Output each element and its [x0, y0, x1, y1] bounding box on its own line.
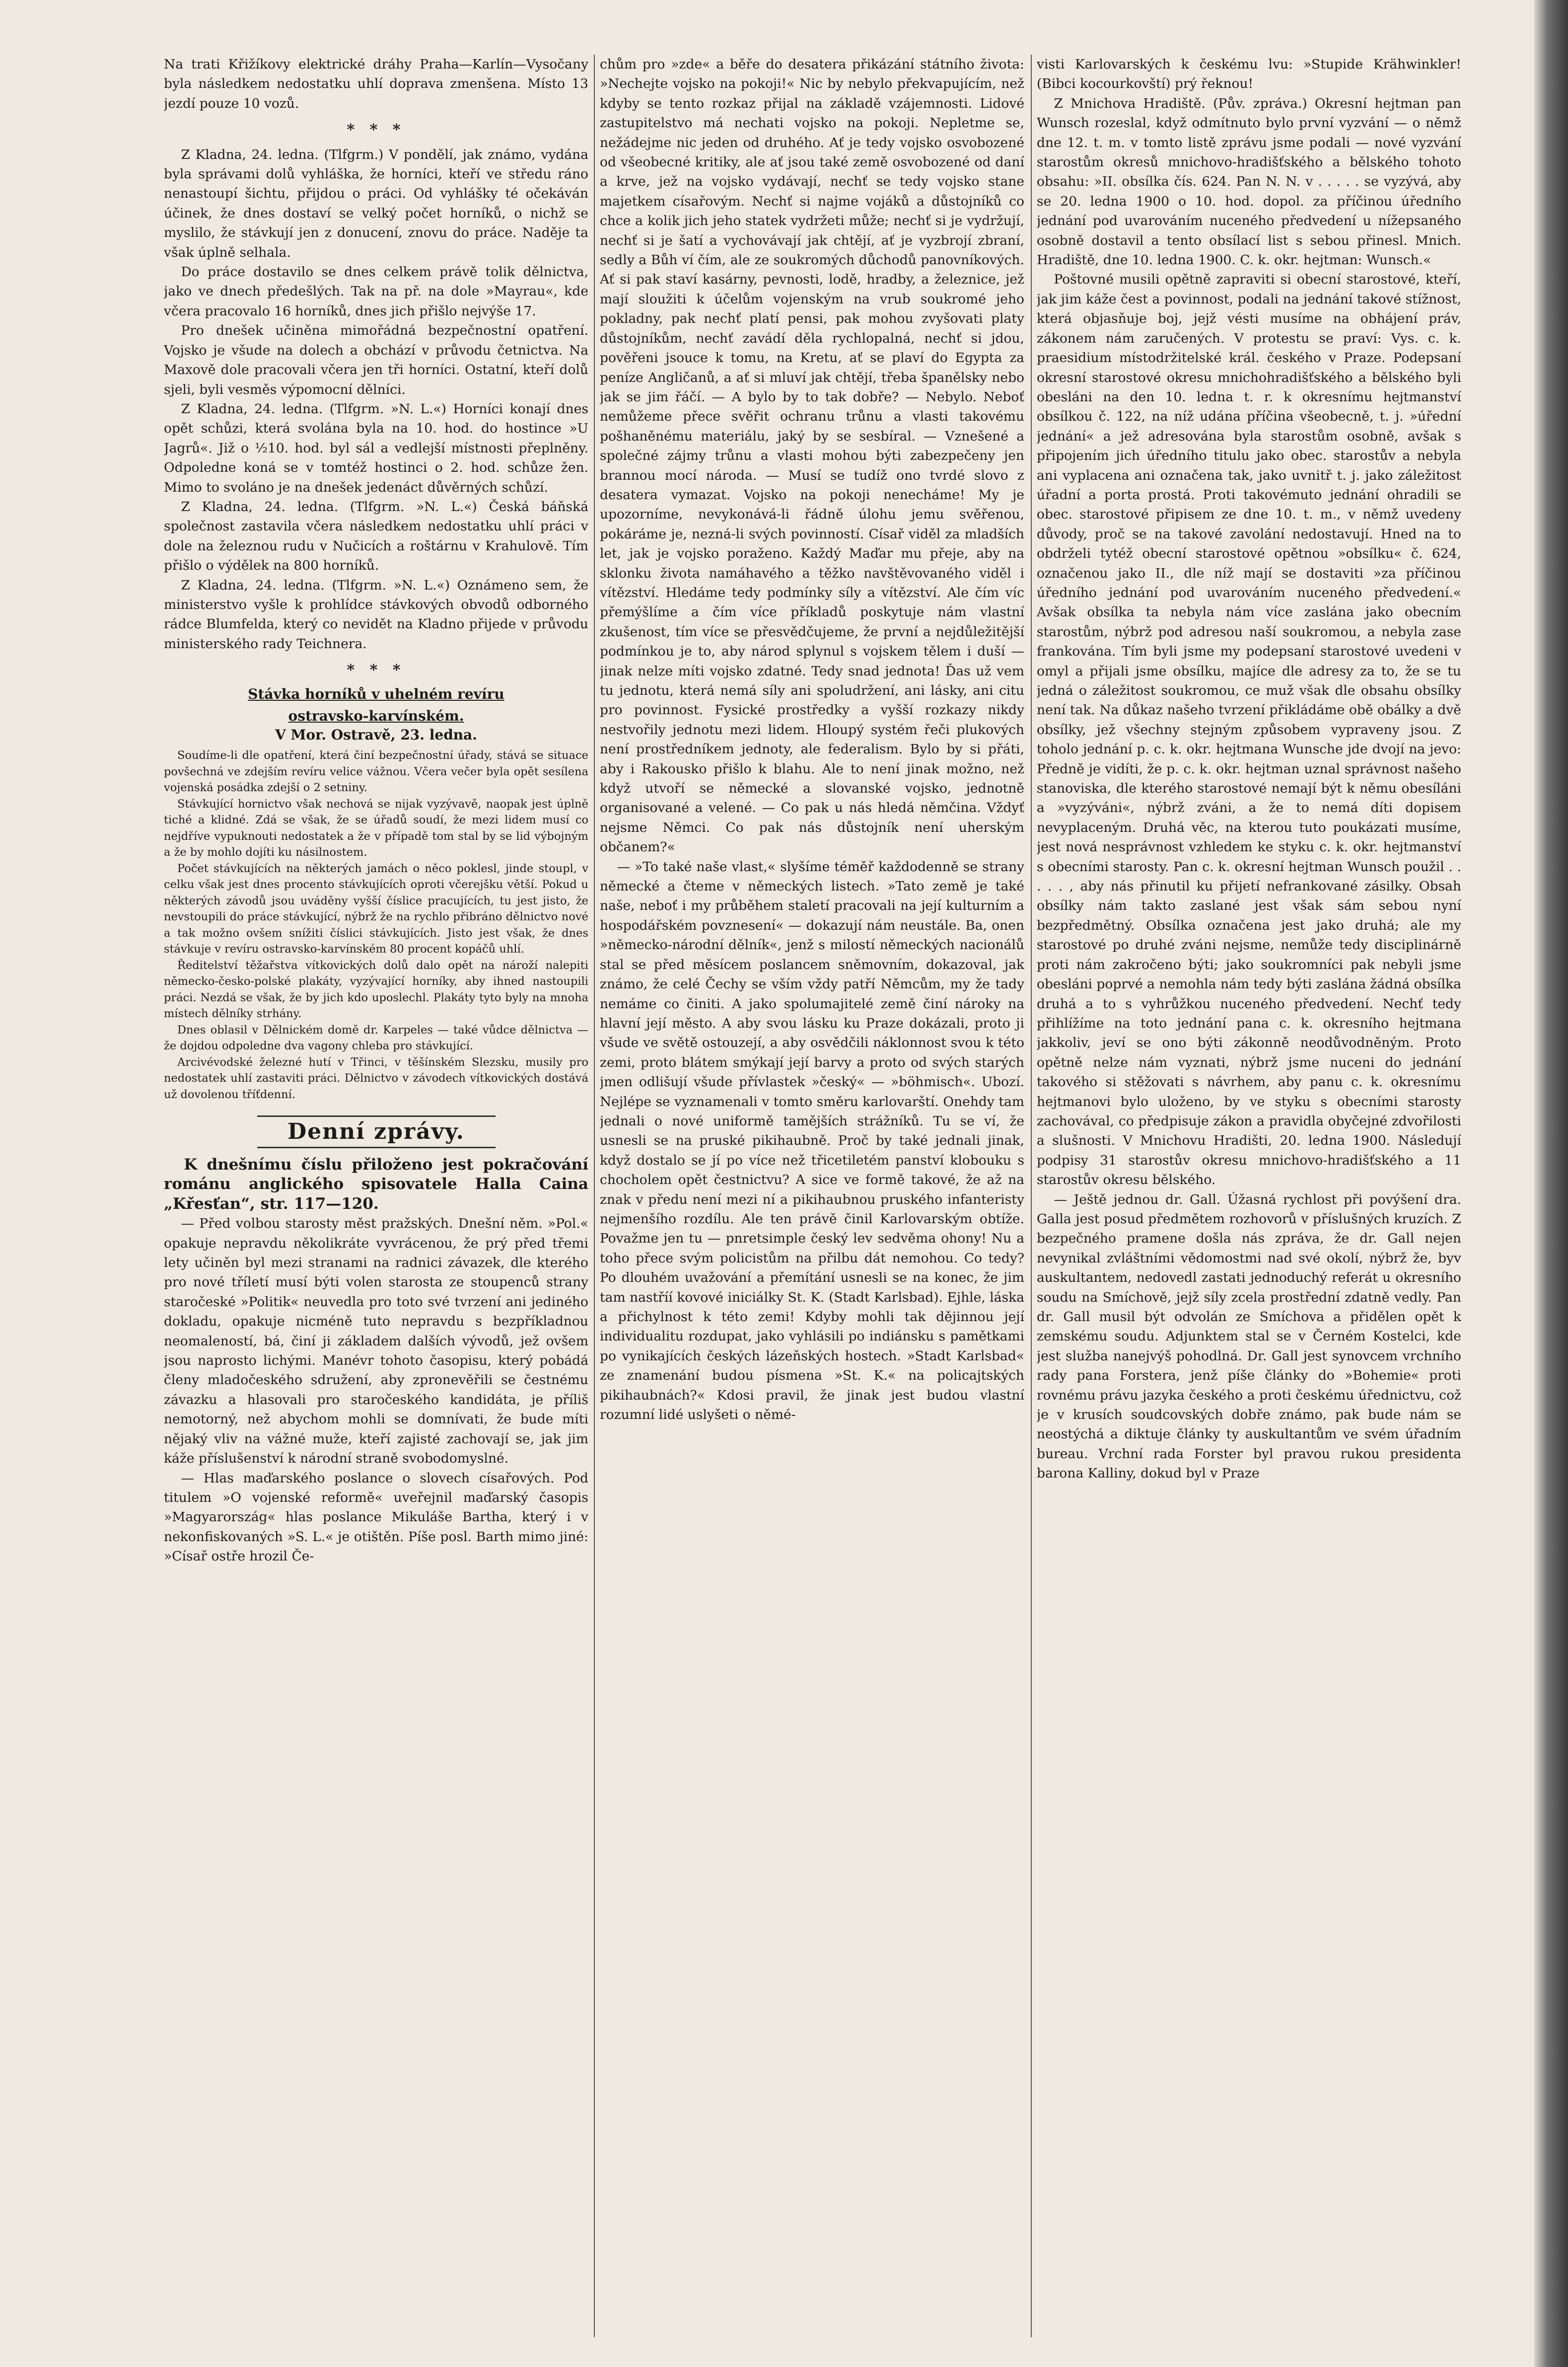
- article-paragraph: Ředitelství těžařstva vítkovických dolů dalo opět na nároží nalepiti německo-česko-polské plakáty, vyzývající horníky, aby ihned nastoupili práci. Nezdá se však, že by jich kdo uposlechl. Plakáty tyto byly na mnoha místech dělníky strhány.: [164, 959, 588, 1020]
- article-paragraph: Dnes oblasil v Dělnickém domě dr. Karpeles — také vůdce dělnictva — že dojdou odpoledne dva vagony chleba pro stávkující.: [164, 1023, 588, 1052]
- news-item-continued: visti Karlovarských k českému lvu: »Stupide Krähwinkler! (Bibci kocourkovští) prý řeknou!: [1037, 57, 1461, 92]
- article-paragraph: Arcivévodské železné hutí v Třinci, v těšínském Slezsku, musily pro nedostatek uhlí zastaviti práci. Dělnictvo v závodech vítkovických dostává už dovolenou tříťdenní.: [164, 1055, 588, 1101]
- kladno-report: Z Kladna, 24. ledna. (Tlfgrm. »N. L.«) Česká báňská společnost zastavila včera následkem nedostatku uhlí práci v dole na železnou rudu v Nučicích a roštárnu v Krahulově. Tím přišlo o výdělek na 800 horníků.: [164, 499, 588, 574]
- column-right: [1037, 55, 1461, 2337]
- column-left: [164, 55, 588, 2337]
- section-heading: Denní zprávy.: [257, 1115, 496, 1148]
- strike-article: [164, 747, 588, 1103]
- news-item: — »To také naše vlast,« slyšíme téměř každodenně se strany německé a čteme v německých listech. »Tato země je také naše, neboť i my průběhem staletí pracovali na její kulturním a hospodářském povznesení« — dokazují nám neustále. Ba, onen »německo-národní dělník«, jenž s milostí německých nacionálů stal se před měsícem poslancem sněmovním, dokazoval, jak známo, že celé Čechy se vším vždy patří Němcům, my že tady nemáme co činiti. A jako spolumajitelé země činí nároky na hlavní její město. A aby svou lásku ku Praze dokázali, proto ji všude ve světě ostouzejí, a aby osvědčili náklonnost svou k této zemi, proto blátem smýkají její barvy a proto od svých starých jmen odlišují všude přívlastek »český« — »böhmisch«. Ubozí. Nejlépe se vyznamenali v tomto směru karlovarští. Onehdy tam jednali o nové uniformě tamějších strážníků. Tu se ví, že usnesli se na pruské pikihaubně. Proč by také jednali jinak, když dostalo se jí po více než třicetiletém panství klobouku s chocholem opět čestnictvu? A sice ve formě takové, že až na znak v předu není mezi ní a pikihaubnou pruského infanteristy nejmenšího rozdílu. Ale ten právě činil Karlovarským obtíže. Považme jen tu — pnretsimple český lev sedvěma ohony! Nu a toho přece svým policistům na přilbu dát nemohou. Co tedy? Po dlouhém uvažování a přemítání usnesli se na konec, že jim tam nastříí kovové iniciálky St. K. (Stadt Karlsbad). Ejhle, láska a přichylnost k této zemi! Kdyby mohli tak dějinnou její individualitu rozdupat, jako vyhlásili po indiánsku s pamětkami po vynikajících českých lázeňských hostech. »Stadt Karlsbad« ze znamenání budou písmena »St. K.« na policajtských pikihaubnách?« Kdosi pravil, že jinak jest budou vlastní rozumní lidé uslyšeti o němé-: [600, 859, 1024, 1423]
- news-item: — Před volbou starosty měst pražských. Dnešní něm. »Pol.« opakuje nepravdu několikráte vyvrácenou, že prý před třemi lety učiněn byl mezi stranami na radnici závazek, dle kterého pro nové tříletí musí býti volen starosta ze stoupenců strany staročeské »Politik« neuvedla pro toto své tvrzení ani jediného dokladu, opakuje nicméně tuto nepravdu s bezpříkladnou neomaleností, bá, činí ji základem dalších vývodů, jež ovšem jsou naprosto lichými. Manévr tohoto časopisu, který pobádá členy mladočeského sdružení, aby zpronevěřili se čestnému závazku a hlasovali pro staročeského kandidáta, je příliš nemotorný, než abychom mohli se domnívati, že bude míti nějaký vliv na vážné muže, kteří zajisté zachovají se, jak jim káže příslušenství k národní straně svobodomyslné.: [164, 1216, 588, 1467]
- news-item: — Ještě jednou dr. Gall. Úžasná rychlost při povýšení dra. Galla jest posud předmětem rozhovorů v příslušných kruzích. Z bezpečného pramene došla nás zpráva, že dr. Gall nejen nevynikal zvláštními vědomostmi nad své okolí, nýbrž že, byv auskultantem, nedovedl zastati jednoduchý referát u okresního soudu na Smíchově, jejž síly zcela prostřední zdatně vedly. Pan dr. Gall musil být odvolán ze Smíchova a přidělen opět k zemskému soudu. Adjunktem stal se v Černém Kostelci, kde jest služba nanejvýš pohodlná. Dr. Gall jest synovcem vrchního rady pana Forstera, jenž píše články do »Bohemie« proti rovnému právu jazyka českého a proti českému úřednictvu, což je v krusích soudcovských dobře známo, pak bude nám se neostýchá a diktuje články ty auskultantům ve svém úřadním bureau. Vrchní rada Forster byl pravou rukou presidenta barona Kalliny, dokud byl v Praze: [1037, 1191, 1461, 1481]
- article-paragraph: Soudíme-li dle opatření, která činí bezpečnostní úřady, stává se situace povšechná ve zdejším revíru velice vážnou. Včera večer byla opět sesílena vojenská posádka zdejší o 2 setniny.: [164, 749, 588, 794]
- article-headline: Stávka horníků v uhelném revíru: [248, 685, 504, 702]
- column-middle: [600, 55, 1024, 2337]
- kladno-report: Pro dnešek učiněna mimořádná bezpečnostní opatření. Vojsko je všude na dolech a obchází v průvodu četnictva. Na Maxově dole pracovali včera jen tři horníci. Ostatní, kteří dolů sjeli, byli vesměs výpomocní dělníci.: [164, 323, 588, 397]
- news-item: Z Mnichova Hradiště. (Pův. zpráva.) Okresní hejtman pan Wunsch rozeslal, když odmítnuto bylo první vyzvání — o němž dne 12. t. m. v tomto listě zprávu jsme podali — nové vyzvání starostům okresů mnichovo-hradišťského a bělského tohoto obsahu: »II. obsílka čís. 624. Pan N. N. v . . . . . se vyzývá, aby se 20. ledna 1900 o 10. hod. dopol. za příčinou úředního jednání pod uvarováním nuceného předvedení u nížepsaného osobně dostavil a tento obsílací list s sebou přinesl. Mnich. Hradiště, dne 10. ledna 1900. C. k. okr. hejtman: Wunsch.«: [1037, 95, 1461, 268]
- article-dateline: V Mor. Ostravě, 23. ledna.: [275, 726, 478, 743]
- kladno-report: Do práce dostavilo se dnes celkem právě tolik dělnictva, jako ve dnech předešlých. Tak na př. na dole »Mayrau«, kde včera pracovalo 16 horníků, dnes jich přišlo nejvýše 17.: [164, 264, 588, 319]
- kladno-report: Z Kladna, 24. ledna. (Tlfgrm. »N. L.«) Horníci konají dnes opět schůzi, která svolána byla na 10. hod. do hostince »U Jagrů«. Již o ½10. hod. byl sál a vedlejší místnosti přeplněny. Odpoledne koná se v tomtéž hostinci o 2. hod. schůze žen. Mimo to svoláno je na dnešek jedenáct důvěrných schůzí.: [164, 401, 588, 495]
- column-rule: [1031, 55, 1032, 2337]
- kladno-report: Z Kladna, 24. ledna. (Tlfgrm.) V pondělí, jak známo, vydána byla správami dolů vyhláška, že horníci, kteří ve středu ráno nenastoupí šichtu, přijdou o práci. Od vyhlášky té očekáván účinek, že dnes dostaví se velký počet horníků, o nichž se myslilo, že stávkují jen z donucení, znovu do práce. Naděje ta však úplně selhala.: [164, 147, 588, 260]
- article-paragraph: Počet stávkujících na některých jamách o něco poklesl, jinde stoupl, v celku však jest dnes procento stávkujících oproti včerejšku větší. Pokud u některých závodů jsou uváděny vyšší číslice pracujících, tu jest jisto, že nevstoupili do práce stávkující, nýbrž že na rychlo přibráno dělnictvo nové a tak možno ovšem snížiti číslici stávkujících. Jisto jest však, že dnes stávkuje v revíru ostravsko-karvínském 80 procent kopáčů uhlí.: [164, 862, 588, 956]
- article-headline: ostravsko-karvínském.: [288, 707, 464, 724]
- news-item-continued: chům pro »zde« a běře do desatera přikázání státního života: »Nechejte vojsko na pokoji!« Nic by nebylo překvapujícím, než kdyby se tento rozkaz přijal na základě vzájemnosti. Lidové zastupitelstvo má nechati vojsko na pokoji. Nepletme se, nežádejme nic jeden od druhého. Ať je tedy vojsko osvobozené od všeobecné kritiky, ale ať jsou také země osvobozené od daní a krve, jež na vojsko vydávají, nechť se tedy vojsko stane majetkem císařovým. Nechť si najme vojáků a důstojníků co chce a kolik jich jeho statek vydržeti může; nechť si je vydržují, nechť si je šatí a vychovávají jak chtějí, ať je vyzbrojí zbraní, sedly a Bůh ví čím, ale ze soukromých důchodů panovníkových. Ať si pak staví kasárny, pevnosti, lodě, hradby, a železnice, jež mají sloužiti k účelům vojenským na vrub soukromé jeho pokladny, pak nechť platí pensi, pak mohou zvyšovati platy důstojníkům, nechť zavádí děla rychlopalná, nechť si jdou, pověřeni jsouce k tomu, na Kretu, ať se plaví do Egypta za peníze Angličanů, a ať si mluví jak chtějí, třeba španělsky nebo jak se jim řáčí. — A bylo by to tak dobře? — Nebylo. Neboť nemůžeme přece svěřit ochranu trůnu a vlasti takovému pošhaněnému materiálu, jaký by se sesbíral. — Vznešené a společné zájmy trůnu a vlasti mohou býti zabezpečeny jen brannou mocí národa. — Musí se tudíž ono tvrdé slovo z desatera vymazat. Vojsko na pokoji nenecháme! My je upozorníme, nevykonává-li řádně úlohu jemu svěřenou, pokáráme je, nezná-li svých povinností. Císař viděl za mladších let, jak je vojsko poraženo. Každý Maďar mu přeje, aby na sklonku života namáhavého a těžko navštěvovaného viděl i vítězství. Hledáme tedy podmínky síly a vítězství. Ale čím víc přemýšlíme a čím více příkladů poskytuje nám vlastní zkušenost, tím více se přesvědčujeme, že první a nejdůležitější podmínkou je to, aby národ splynul s vojskem tělem i duší — jinak nelze míti vojsko zdatné. Tedy snad jednota! Ďas už vem tu jednotu, která nemá síly ani spoludržení, ani lásky, ani citu pro povinnost. Fysické prostředky a vyšší rozkazy nikdy nestvořily jednotu mezi lidem. Hloupý systém řeči plukových není prostředníkem jednoty, ale federalism. Bylo by si přáti, aby i Rakousko přišlo k blahu. Ale to není jinak možno, než když utvoří se německé a slovanské vojsko, jednotně organisované a velené. — Co pak u nás hledá němčina. Vždyť nejsme Němci. Co pak nás důstojník není uherským občanem?«: [600, 57, 1024, 855]
- separator-asterisks: * * *: [347, 121, 406, 139]
- news-item: Poštovné musili opětně zapraviti si obecní starostové, kteří, jak jim káže čest a povinnost, podali na jednání takové stížnost, která objasňuje boj, jejž vésti musíme na obhájení práv, zákonem nám zaručených. V protestu se praví: Vys. c. k. praesidium místodržitelské král. českého v Praze. Podepsaní okresní starostové okresu mnichohradišťského a bělského byli obesláni na den 10. ledna t. r. k okresnímu hejtmanství obsílkou č. 122, na níž udána příčina všeobecně, t. j. »úřední jednání« a jež adresována byla starostům osobně, avšak s připojením jich úředního titulu jako obec. starostův a nebyla ani vyplacena ani označena tak, jako uvnitř t. j. jako záležitost úřadní a porta prostá. Proti takovémuto jednání ohradili se obec. starostové připisem ze dne 10. t. m., v němž uvedeny důvody, proč se na takové zavolání nedostavují. Hned na to obdrželi tytéž obecní starostové opětnou »obsílku« č. 624, označenou jako II., dle níž mají se dostaviti »za příčinou úředního jednání pod uvarováním nuceného předvedení.« Avšak obsílka ta nebyla nám více zaslána jako obecním starostům, nýbrž pod adresou naší soukromou, a nebyla zase frankována. Tím byli jsme my podepsaní starostové uvedeni v omyl a přijali jsme obsílku, majíce dle adresy za to, že se tu jedná o záležitost soukromou, ce muž však dle obsahu obsílky není tak. Na důkaz našeho tvrzení přikládáme obě obálky a dvě obsílky, jež všechny stejným způsobem vypraveny jsou. Z toholo jednání p. c. k. okr. hejtmana Wunsche jde dvojí na jevo: Předně je vidíti, že p. c. k. okr. hejtman uznal správnost našeho stanoviska, dle kterého starostové nemají být k němu obesíláni a »vyzýváni«, nýbrž zváni, a že to nemá díti dopisem nevyplaceným. Druhá věc, na kterou tuto poukázati musíme, jest nová nesprávnost vzhledem ke styku c. k. okr. hejtmanství s obecními starosty. Pan c. k. okresní hejtman Wunsch použil . . . . . , aby nás přinutil ku přijetí nefrankované zásilky. Obsah obsílky nám takto zaslané jest však sám sebou nyní bezpředmětný. Obsílka označena jest jako druhá; ale my starostové po druhé zváni nejsme, nemůže tedy disciplinárně proti nám zakročeno býti; jako soukromníci pak nebyli jsme obesláni poprvé a nemohla nám tedy býti zaslána žádná obsílka druhá a to s vyhrůžkou nuceného předvedení. Nechť tedy přihlížíme na toto jednání pana c. k. okresního hejtmana jakkoliv, jeví se ono býti zákonně neodůvodněným. Proto opětně nelze nám vyznati, nýbrž jsme nuceni do jednání takového si stěžovati s návrhem, aby panu c. k. okresnímu hejtmanovi bylo uloženo, by ve styku s obecními starosty zachovával, co předpisuje zákon a pravidla obyčejné zdvořilosti a slušnosti. V Mnichovu Hradišti, 20. ledna 1900. Následují podpisy 31 starostův okresu mnichovo-hradišťského a 11 starostův okresu bělského.: [1037, 272, 1461, 1188]
- tram-notice: Na trati Křižíkovy elektrické dráhy Praha—Karlín—Vysočany byla následkem nedostatku uhlí doprava zmenšena. Místo 13 jezdí pouze 10 vozů.: [164, 57, 588, 111]
- page-edge: [1534, 0, 1568, 2367]
- news-item: — Hlas maďarského poslance o slovech císařových. Pod titulem »O vojenské reformě« uveřejnil maďarský časopis »Magyarország« hlas poslance Mikuláše Bartha, který i v nekonfiskovaných »S. L.« je otištěn. Píše posl. Barth mimo jiné: »Císař ostře hrozil Če-: [164, 1470, 588, 1564]
- column-rule: [594, 55, 595, 2337]
- article-paragraph: Stávkující hornictvo však nechová se nijak vyzývavě, naopak jest úplně tiché a klidné. Zdá se však, že se úřadů soudí, že mezi lidem musí co nejdříve vypuknouti nedostatek a že v případě tom stal by se lid výbojným a že by mohlo dojíti ku násilnostem.: [164, 797, 588, 859]
- supplement-notice: K dnešnímu číslu přiloženo jest pokračování románu anglického spisovatele Halla Caina „Křesťan“, str. 117—120.: [164, 1156, 588, 1213]
- separator-asterisks: * * *: [347, 662, 406, 679]
- kladno-report: Z Kladna, 24. ledna. (Tlfgrm. »N. L.«) Oznámeno sem, že ministerstvo vyšle k prohlídce stávkových obvodů odborného rádce Blumfelda, který co nevidět na Kladno přijede v průvodu ministerského rady Teichnera.: [164, 577, 588, 652]
